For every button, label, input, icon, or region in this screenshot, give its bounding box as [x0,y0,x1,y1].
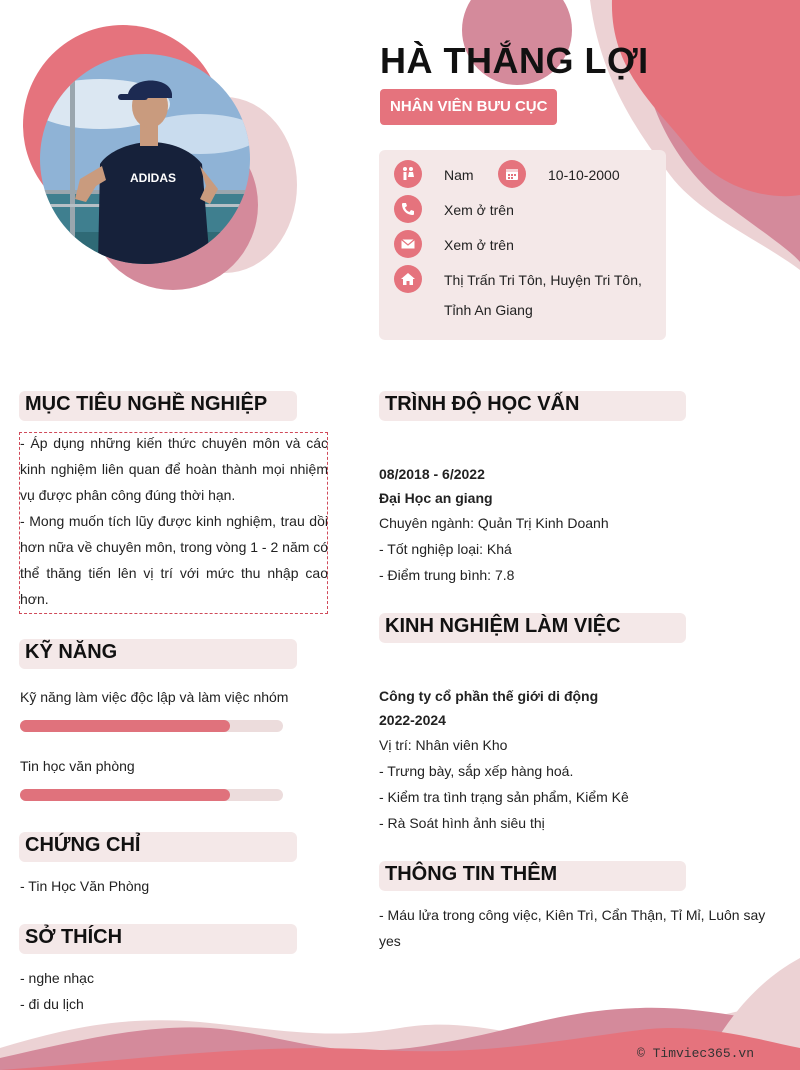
additional-info-section-header [379,861,686,891]
experience-detail: - Trưng bày, sắp xếp hàng hoá. [379,763,574,779]
profile-photo [40,54,250,264]
education-detail: - Tốt nghiệp loại: Khá [379,541,512,557]
experience-position: Vị trí: Nhân viên Kho [379,737,508,753]
skill-bar [20,720,283,732]
gender-value: Nam [444,167,474,183]
skill-bar-fill [20,789,230,801]
education-detail: - Điểm trung bình: 7.8 [379,567,515,583]
hobby-item: - nghe nhạc [20,970,94,986]
education-period: 08/2018 - 6/2022 [379,466,485,482]
objective-line: hơn nữa về chuyên môn, trong vòng 1 - 2 năm có [20,539,329,555]
experience-detail: - Rà Soát hình ảnh siêu thị [379,815,545,831]
additional-info-title: THÔNG TIN THÊM [385,863,558,885]
calendar-icon [498,160,526,188]
candidate-name: HÀ THẮNG LỢI [380,40,649,81]
experience-company: Công ty cổ phần thế giới di động [379,688,599,704]
address-line-2: Tỉnh An Giang [444,302,533,318]
experience-period: 2022-2024 [379,712,446,728]
certificates-title: CHỨNG CHỈ [25,834,141,856]
education-school: Đại Học an giang [379,490,493,506]
objective-line: thể thăng tiến lên vị trí với mức thu nhập cao [20,565,328,581]
address-line-1: Thị Trấn Tri Tôn, Huyện Tri Tôn, [444,272,642,288]
education-section-header [379,391,686,421]
birthday-value: 10-10-2000 [548,167,620,183]
personal-info-panel [379,150,666,340]
experience-detail: - Kiểm tra tình trạng sản phẩm, Kiểm Kê [379,789,629,805]
phone-icon [394,195,422,223]
skill-label: Kỹ năng làm việc độc lập và làm việc nhóm [20,689,289,705]
home-icon [394,265,422,293]
objective-line: vụ được phân công đúng thời hạn. [20,487,236,503]
experience-section-header [379,613,686,643]
phone-value: Xem ở trên [444,202,514,218]
hobbies-section-header [19,924,297,954]
certificate-item: - Tin Học Văn Phòng [20,878,150,894]
skills-section-header [19,639,297,669]
objective-line: - Mong muốn tích lũy được kinh nghiệm, trau dồi [20,513,328,529]
skill-label: Tin học văn phòng [20,758,135,774]
email-value: Xem ở trên [444,237,514,253]
objective-section-header [19,391,297,421]
certificates-section-header [19,832,297,862]
job-title-badge: NHÂN VIÊN BƯU CỤC [380,89,557,125]
footer-watermark: © Timviec365.vn [637,1046,755,1061]
objective-line: - Áp dụng những kiến thức chuyên môn và các [20,435,328,451]
education-title: TRÌNH ĐỘ HỌC VẤN [385,393,580,415]
education-major: Chuyên ngành: Quản Trị Kinh Doanh [379,515,609,531]
objective-line: hơn. [20,591,49,607]
additional-info-line: - Máu lửa trong công việc, Kiên Trì, Cẩn Thận, Tỉ Mỉ, Luôn say [379,907,766,923]
hobbies-title: SỞ THÍCH [25,926,123,948]
skill-bar [20,789,283,801]
objective-text-box [19,432,328,614]
email-icon [394,230,422,258]
skills-title: KỸ NĂNG [25,641,118,663]
skill-bar-fill [20,720,230,732]
objective-title: MỤC TIÊU NGHỀ NGHIỆP [25,393,268,415]
experience-title: KINH NGHIỆM LÀM VIỆC [385,615,621,637]
gender-icon [394,160,422,188]
additional-info-line: yes [379,933,401,949]
hobby-item: - đi du lịch [20,996,84,1012]
shirt-logo-text: ADIDAS [130,171,177,185]
objective-line: kinh nghiệm liên quan để hoàn thành mọi nhiệm [20,461,328,477]
